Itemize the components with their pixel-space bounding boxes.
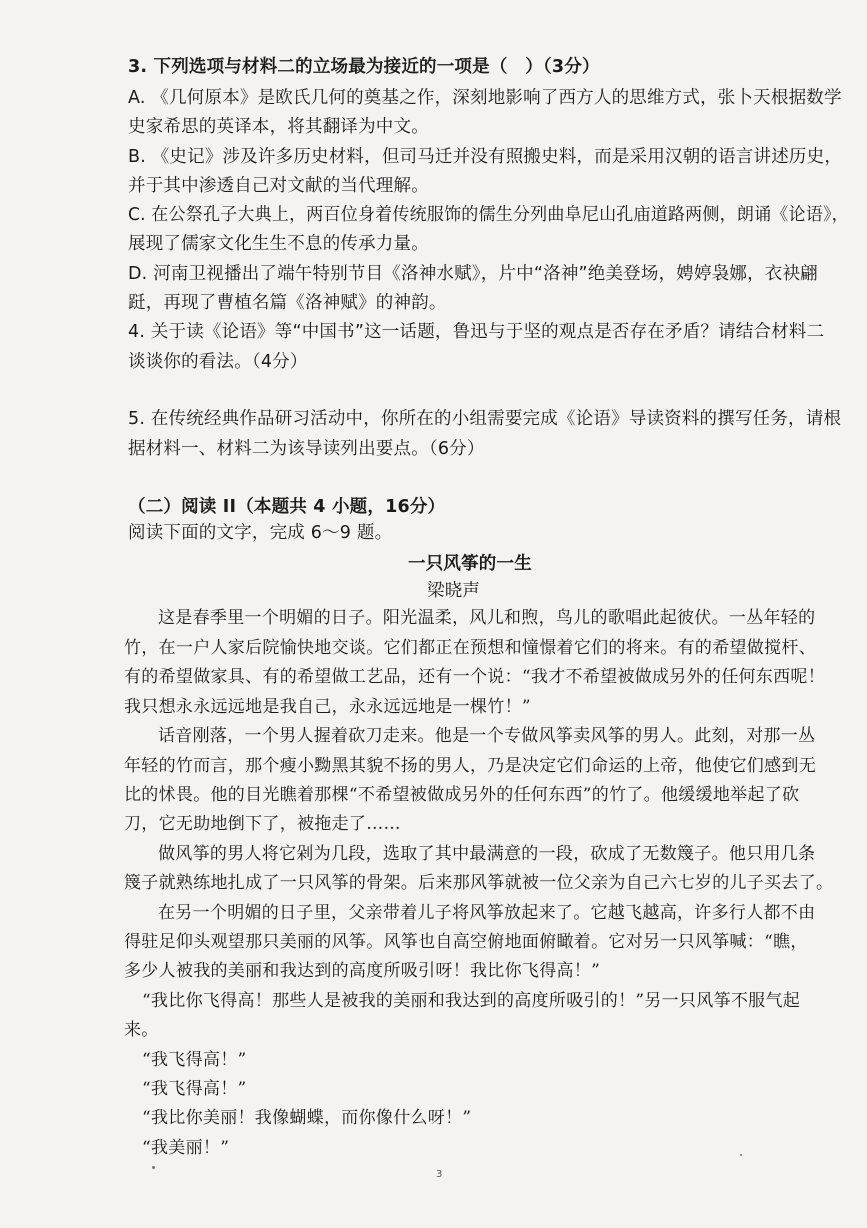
q4-line1: 4. 关于读《论语》等“中国书”这一话题，鲁迅与于坚的观点是否存在矛盾？请结合材料二 [128, 322, 825, 342]
article-line: 年轻的竹而言，那个瘦小黝黑其貌不扬的男人，乃是决定它们命运的上帝，他使它们感到无 [124, 756, 816, 776]
q3-option-d-line2: 跹，再现了曹植名篇《洛神赋》的神韵。 [128, 293, 447, 313]
q3-option-c-line1: C. 在公祭孔子大典上，两百位身着传统服饰的儒生分列曲阜尼山孔庙道路两侧，朗诵《论语》， [128, 205, 849, 225]
article-line: 我只想永永远远地是我自己，永永远远地是一棵竹！” [124, 697, 531, 717]
article-line: 做风筝的男人将它剁为几段，选取了其中最满意的一段，砍成了无数篾子。他只用几条 [158, 844, 816, 864]
article-line: 多少人被我的美丽和我达到的高度所吸引呀！我比你飞得高！” [124, 961, 601, 981]
article-line: “我飞得高！” [142, 1079, 247, 1099]
section-heading: （二）阅读 II（本题共 4 小题，16分） [128, 497, 446, 517]
q4-line2: 谈谈你的看法。（4分） [128, 352, 308, 372]
q3-stem: 3. 下列选项与材料二的立场最为接近的一项是（ ）（3分） [128, 57, 600, 77]
q3-option-d-line1: D. 河南卫视播出了端午特别节目《洛神水赋》，片中“洛神”绝美登场，娉婷袅娜，衣袂翩 [128, 264, 818, 284]
section-instruction: 阅读下面的文字，完成 6～9 题。 [128, 523, 393, 543]
q5-line1: 5. 在传统经典作品研习活动中，你所在的小组需要完成《论语》导读资料的撰写任务，请根 [128, 409, 842, 429]
article-line: “我比你飞得高！那些人是被我的美丽和我达到的高度所吸引的！”另一只风筝不服气起 [142, 991, 801, 1011]
article-line: 话音刚落，一个男人握着砍刀走来。他是一个专做风筝卖风筝的男人。此刻，对那一丛 [158, 726, 816, 746]
article-line: 得驻足仰头观望那只美丽的风筝。风筝也自高空俯地面俯瞰着。它对另一只风筝喊：“瞧， [124, 932, 808, 952]
q3-option-a-line1: A. 《几何原本》是欧氏几何的奠基之作，深刻地影响了西方人的思维方式，张卜天根据数学 [128, 88, 842, 108]
q3-option-c-line2: 展现了儒家文化生生不息的传承力量。 [128, 234, 429, 254]
scan-speck [740, 1154, 742, 1156]
article-line: 来。 [124, 1020, 159, 1040]
article-line: “我飞得高！” [142, 1050, 247, 1070]
q3-option-b-line2: 并于其中渗透自己对文献的当代理解。 [128, 176, 429, 196]
article-line: 在另一个明媚的日子里，父亲带着儿子将风筝放起来了。它越飞越高，许多行人都不由 [158, 903, 816, 923]
q3-option-b-line1: B. 《史记》涉及许多历史材料，但司马迁并没有照搬史料，而是采用汉朝的语言讲述历史， [128, 147, 843, 167]
article-title: 一只风筝的一生 [408, 554, 532, 574]
article-line: 有的希望做家具、有的希望做工艺品，还有一个说：“我才不希望被做成另外的任何东西呢！ [124, 667, 825, 687]
article-line: 这是春季里一个明媚的日子。阳光温柔，风儿和煦，鸟儿的歌唱此起彼伏。一丛年轻的 [158, 608, 816, 628]
q5-line2: 据材料一、材料二为该导读列出要点。（6分） [128, 439, 485, 459]
article-line: “我比你美丽！我像蝴蝶，而你像什么呀！” [142, 1108, 472, 1128]
article-line: “我美丽！” [142, 1138, 230, 1158]
article-line: 篾子就熟练地扎成了一只风筝的骨架。后来那风筝就被一位父亲为自己六七岁的儿子买去了。 [124, 873, 834, 893]
article-line: 竹，在一户人家后院愉快地交谈。它们都正在预想和憧憬着它们的将来。有的希望做搅杆、 [124, 638, 816, 658]
article-line: 刀，它无助地倒下了，被拖走了…… [124, 814, 401, 834]
page-number: 3 [436, 1169, 443, 1180]
scan-speck [152, 1166, 155, 1169]
article-author: 梁晓声 [427, 581, 481, 601]
article-line: 比的怵畏。他的目光瞧着那棵“不希望被做成另外的任何东西”的竹了。他缓缓地举起了砍 [124, 785, 800, 805]
q3-option-a-line2: 史家希思的英译本，将其翻译为中文。 [128, 117, 429, 137]
